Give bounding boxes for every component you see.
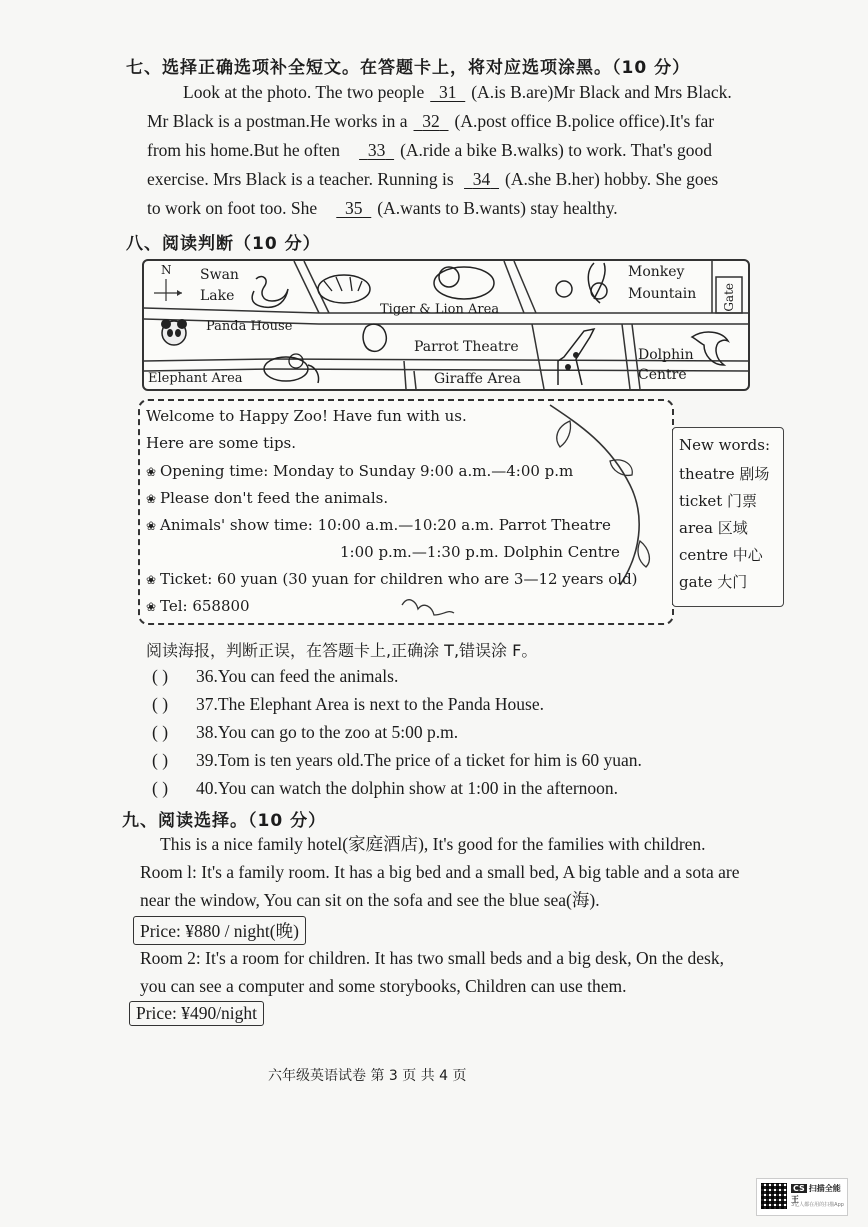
dolphin-centre-label-1: Dolphin (638, 347, 694, 363)
hotel-intro: This is a nice family hotel(家庭酒店), It's good for the families with children. (160, 834, 706, 854)
tiger-lion-label: Tiger & Lion Area (380, 302, 500, 317)
paw-icon: ❀ (146, 573, 157, 587)
panda-house-label: Panda House (206, 319, 293, 334)
paw-icon: ❀ (146, 519, 157, 533)
poster-welcome: Welcome to Happy Zoo! Have fun with us. (146, 407, 467, 425)
s7-line-1: Look at the photo. The two people 31 (A.is B.are)Mr Black and Mrs Black. (183, 78, 732, 108)
answer-paren: ( ) (152, 666, 169, 686)
section9-title: 九、阅读选择。（10 分） (122, 811, 327, 831)
poster-show-time-1: ❀ Animals' show time: 10:00 a.m.—10:20 a.m. Parrot Theatre (146, 516, 611, 534)
scanner-watermark (756, 1178, 848, 1216)
zoo-poster (138, 399, 674, 625)
s7-line-2: Mr Black is a postman.He works in a 32 (A.post office B.police office).It's far (147, 107, 714, 137)
question-39: ( ) 39.Tom is ten years old.The price of a ticket for him is 60 yuan. (152, 750, 642, 770)
room1-line-2: near the window, You can sit on the sofa and see the blue sea(海). (140, 890, 600, 910)
s7-line-4: exercise. Mrs Black is a teacher. Running is 34 (A.she B.her) hobby. She goes (147, 165, 718, 195)
new-words-title: New words: (679, 436, 771, 454)
scanner-label: CS 扫描全能王 (791, 1184, 841, 1204)
gate-label: Gate (722, 283, 736, 312)
poster-show-time-2: 1:00 p.m.—1:30 p.m. Dolphin Centre (340, 543, 620, 561)
s7-line-5: to work on foot too. She 35 (A.wants to B.wants) stay healthy. (147, 194, 618, 224)
room2-line-1: Room 2: It's a room for children. It has two small beds and a big desk, On the desk, (140, 948, 724, 968)
blank-31: 31 (438, 82, 457, 102)
swan-lake-label-2: Lake (200, 288, 235, 304)
new-word-item: theatre 剧场 (679, 465, 770, 483)
dolphin-centre-label-2: Centre (638, 367, 687, 383)
answer-paren: ( ) (152, 722, 169, 742)
room1-line-1: Room l: It's a family room. It has a big bed and a small bed, A big table and a sota are (140, 862, 740, 882)
swan-lake-label-1: Swan (200, 267, 239, 283)
parrot-theatre-label: Parrot Theatre (414, 339, 519, 355)
new-words-box (672, 427, 784, 607)
paw-icon: ❀ (146, 465, 157, 479)
blank-34: 34 (472, 169, 491, 189)
new-word-item: gate 大门 (679, 573, 748, 591)
monkey-mountain-label-2: Mountain (628, 286, 697, 302)
section8-title: 八、阅读判断（10 分） (126, 234, 321, 254)
qr-code-icon (761, 1183, 787, 1209)
scanner-sub: 3亿人都在用的扫描App (791, 1202, 844, 1208)
monkey-mountain-label-1: Monkey (628, 264, 685, 280)
elephant-area-label: Elephant Area (148, 371, 243, 386)
poster-no-feed: ❀ Please don't feed the animals. (146, 489, 389, 507)
question-37: ( ) 37.The Elephant Area is next to the Panda House. (152, 694, 544, 714)
new-word-item: ticket 门票 (679, 492, 757, 510)
answer-paren: ( ) (152, 694, 169, 714)
zoo-map (142, 259, 750, 391)
cs-logo-icon: CS (793, 1184, 805, 1193)
room2-line-2: you can see a computer and some storybooks, Children can use them. (140, 976, 627, 996)
paw-icon: ❀ (146, 600, 157, 614)
question-36: ( ) 36.You can feed the animals. (152, 666, 399, 686)
room2-price: Price: ¥490/night (129, 1001, 264, 1026)
blank-35: 35 (345, 198, 363, 218)
poster-tel: ❀ Tel: 658800 (146, 597, 250, 615)
answer-paren: ( ) (152, 778, 169, 798)
poster-opening-time: ❀ Opening time: Monday to Sunday 9:00 a.m.—4:00 p.m (146, 462, 574, 480)
page-footer: 六年级英语试卷 第 3 页 共 4 页 (268, 1068, 467, 1084)
poster-tips: Here are some tips. (146, 434, 297, 452)
compass-north: N (161, 263, 172, 277)
giraffe-area-label: Giraffe Area (434, 371, 521, 387)
blank-32: 32 (422, 111, 440, 131)
question-40: ( ) 40.You can watch the dolphin show at 1:00 in the afternoon. (152, 778, 619, 798)
room1-price: Price: ¥880 / night(晚) (133, 916, 306, 945)
new-word-item: centre 中心 (679, 546, 763, 564)
section7-title: 七、选择正确选项补全短文。在答题卡上，将对应选项涂黑。（10 分） (126, 58, 691, 78)
question-38: ( ) 38.You can go to the zoo at 5:00 p.m. (152, 722, 459, 742)
s8-instruction: 阅读海报，判断正误，在答题卡上,正确涂 T,错误涂 F。 (146, 641, 538, 660)
poster-ticket: ❀ Ticket: 60 yuan (30 yuan for children who are 3—12 years old) (146, 570, 638, 588)
paw-icon: ❀ (146, 492, 157, 506)
s7-line-3: from his home.But he often 33 (A.ride a bike B.walks) to work. That's good (147, 136, 712, 166)
answer-paren: ( ) (152, 750, 169, 770)
blank-33: 33 (367, 140, 386, 160)
new-word-item: area 区域 (679, 519, 748, 537)
